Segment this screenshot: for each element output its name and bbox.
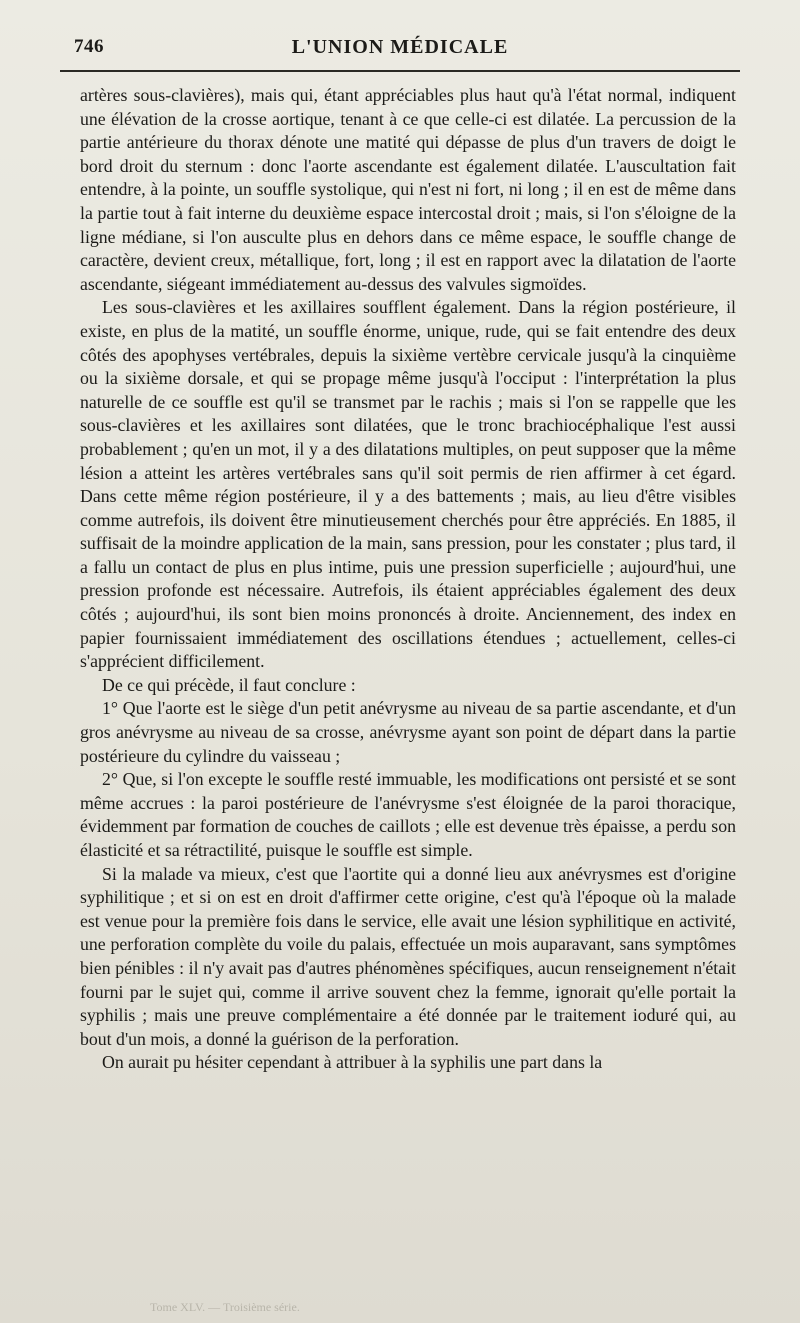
paragraph-1: artères sous-clavières), mais qui, étant appréciables plus haut qu'à l'état normal, indiquent une élévation de la crosse aortique, tenant à ce que celle-ci est dilatée. La percussion de la partie antérieure du thorax dénote une matité qui dépasse de plus d'un travers de doigt le bord droit du sternum : donc l'aorte ascendante est également dilatée. L'auscultation fait entendre, à la pointe, un souffle systolique, qui n'est ni fort, ni long ; il en est de même dans la partie tout à fait interne du deuxième espace intercostal droit ; mais, si l'on s'éloigne de la ligne médiane, si l'on ausculte plus en dehors dans ce même espace, le souffle change de caractère, devient creux, métallique, fort, long ; il est en rapport avec la dilatation de l'aorte ascendante, siégeant immédiatement au-dessus des valvules sigmoïdes. [80,85,736,294]
paragraph-3: De ce qui précède, il faut conclure : [102,674,356,695]
page-footer: Tome XLV. — Troisième série. [150,1300,300,1314]
paragraph-5: 2° Que, si l'on excepte le souffle resté immuable, les modifications ont persisté et se sont même accrues : la paroi postérieure de l'anévrysme s'est éloignée de la paroi thoracique, évidemment par formation de couches de caillots ; elle est devenue très épaisse, a perdu son élasticité et sa rétractilité, puisque le souffle est simple. [80,769,736,860]
paragraph-2: Les sous-clavières et les axillaires soufflent également. Dans la région postérieure, il existe, en plus de la matité, un souffle énorme, unique, rude, qui se fait entendre des deux côtés des apophyses vertébrales, depuis la sixième vertèbre cervicale jusqu'à la cinquième ou la sixième dorsale, et qui se propage même jusqu'à l'occiput : l'interprétation la plus naturelle de ce souffle est qu'il se transmet par le rachis ; mais si l'on se rappelle que les sous-clavières et les axillaires sont dilatées, que le tronc brachiocéphalique l'est aussi probablement ; qu'en un mot, il y a des dilatations multiples, on peut supposer que la même lésion a atteint les artères vertébrales sans qu'il soit permis de rien affirmer à cet égard. Dans cette même région postérieure, il y a des battements ; mais, au lieu d'être visibles comme autrefois, ils doivent être minutieusement cherchés pour être appréciés. En 1885, il suffisait de la moindre application de la main, sans pression, pour les constater ; plus tard, il a fallu un contact de plus en plus intime, puis une pression superficielle ; aujourd'hui, une pression profonde est nécessaire. Autrefois, ils étaient appréciables également des deux côtés ; aujourd'hui, ils sont bien moins prononcés à droite. Anciennement, des index en papier fournissaient immédiatement des oscillations étendues ; actuellement, celles-ci s'apprécient difficilement. [80,297,736,672]
page-number: 746 [74,36,104,57]
paragraph-4: 1° Que l'aorte est le siège d'un petit anévrysme au niveau de sa partie ascendante, et d'un gros anévrysme au niveau de sa crosse, anévrysme ayant son point de départ dans la partie postérieure du cylindre du vaisseau ; [80,698,736,766]
paragraph-7: On aurait pu hésiter cependant à attribuer à la syphilis une part dans la [102,1052,603,1073]
article-body [80,84,736,1075]
paragraph-6: Si la malade va mieux, c'est que l'aortite qui a donné lieu aux anévrysmes est d'origine syphilitique ; et si on est en droit d'affirmer cette origine, c'est qu'à l'époque où la malade est venue pour la première fois dans le service, elle avait une lésion syphilitique en activité, une perforation complète du voile du palais, effectuée un mois auparavant, sans symptômes bien pénibles : il n'y avait pas d'autres phénomènes spécifiques, aucun renseignement n'était fourni par le sujet qui, comme il arrive souvent chez la femme, ignorait qu'elle portait la syphilis ; mais une preuve complémentaire a été donnée par le traitement ioduré qui, au bout d'un mois, a donné la guérison de la perforation. [80,863,736,1049]
journal-title: L'UNION MÉDICALE [291,36,509,58]
page-header [60,34,740,62]
header-rule [60,70,740,72]
